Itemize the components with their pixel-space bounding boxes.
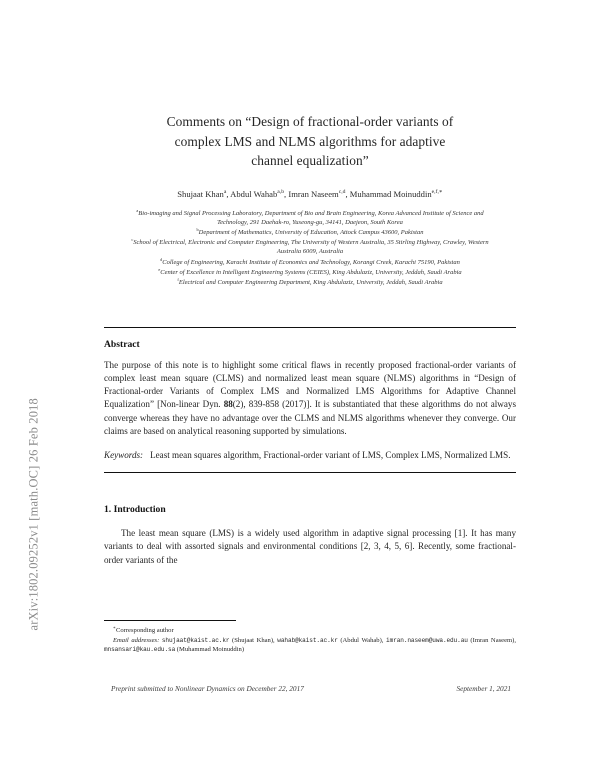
- affiliation-item: [121, 209, 499, 227]
- author-2: [230, 189, 284, 199]
- keywords-value: Least mean squares algorithm, Fractional-order variant of LMS, Complex LMS, Normalized LMS.: [150, 449, 511, 460]
- affiliation-text: Bio-imaging and Signal Processing Laboratory, Department of Bio and Brain Engineering, Korea Advanced Institute of Science and Technology, 291 Daehak-ro, Yuseong-gu, 34141, Daejeon, South Korea: [138, 209, 484, 226]
- author-3: [288, 189, 345, 199]
- author-separator-2: ,: [284, 188, 289, 199]
- abstract-heading: Abstract: [104, 339, 140, 351]
- paper-title: [104, 112, 516, 171]
- footnote-area: [104, 620, 516, 655]
- email-owner-1: (Shujaat Khan),: [232, 636, 275, 644]
- affiliation-text: School of Electrical, Electronic and Computer Engineering, The University of Western Australia, 35 Stirling Highway, Crawley, Western Australia 6009, Australia: [133, 239, 489, 256]
- author-3-affiliation-marker: c,d: [338, 188, 346, 195]
- author-4-name: Muhammad Moinuddin: [349, 188, 432, 199]
- section-heading-introduction: 1. Introduction: [104, 503, 166, 515]
- abstract-text-part-2: (2), 839-858 (2017)]. It is substantiated that these algorithms do not always converge whereas they have no advantage over the CLMS and NLMS algorithms whenever they converge. Our claims are based on analytical reasoning supported by simulations.: [104, 399, 517, 436]
- affiliation-item: [121, 238, 499, 256]
- abstract-text-part-1: The purpose of this note is to highlight some critical flaws in recently proposed fractional-order variants of complex least mean square (CLMS) and normalized least mean square (NLMS) algorithms in “Design of Fractional-order Variants of Complex LMS and Normalized LMS Algorithms for Adaptive Channel Equalization” [Non-linear Dyn.: [104, 360, 516, 410]
- affiliation-list: [104, 209, 516, 288]
- email-address-2[interactable]: wahab@kaist.ac.kr: [277, 636, 338, 644]
- abstract-rule-top: [104, 327, 516, 328]
- affiliation-text: Center of Excellence in Intelligent Engineering Systems (CEIES), King Abdulaziz, University, Jeddah, Saudi Arabia: [160, 268, 462, 276]
- author-1: [177, 189, 226, 199]
- keywords-line: [104, 449, 516, 462]
- affiliation-text: Department of Mathematics, University of Education, Attock Campus 43600, Pakistan: [198, 228, 424, 236]
- email-owner-2: (Abdul Wahab),: [340, 636, 384, 644]
- arxiv-identifier-stamp: arXiv:1802.09252v1 [math.OC] 26 Feb 2018: [26, 398, 41, 631]
- author-4: [350, 189, 443, 199]
- email-owner-3: (Imran Naseem),: [470, 636, 517, 644]
- abstract-body: [104, 359, 516, 438]
- introduction-paragraph: The least mean square (LMS) is a widely used algorithm in adaptive signal processing [1]. It has many variants to deal with assorted signals and environmental conditions [2, 3, 4, 5, 6]. Recently, some fractional-order variants of the: [104, 527, 516, 565]
- author-1-affiliation-marker: a: [223, 188, 227, 195]
- author-2-affiliation-marker: a,b: [277, 188, 285, 195]
- affiliation-marker: e: [158, 266, 161, 272]
- title-line-3: channel equalization”: [251, 153, 369, 168]
- corresponding-author-note: [104, 626, 516, 635]
- corresponding-author-marker: ∗: [113, 624, 116, 630]
- author-3-name: Imran Naseem: [288, 188, 339, 199]
- author-1-name: Shujaat Khan: [177, 188, 224, 199]
- introduction-section: [104, 504, 516, 567]
- email-address-3[interactable]: imran.naseem@uwa.edu.au: [386, 636, 468, 644]
- affiliation-marker: d: [160, 256, 163, 262]
- affiliation-text: Electrical and Computer Engineering Department, King Abdulaziz, University, Jeddah, Saudi Arabia: [178, 279, 443, 287]
- affiliation-item: [121, 258, 499, 267]
- introduction-body: [104, 527, 516, 567]
- abstract-paragraph: [104, 359, 516, 438]
- footer-date: September 1, 2021: [456, 684, 511, 693]
- abstract-section: [104, 327, 516, 473]
- affiliation-marker: c: [131, 237, 134, 242]
- abstract-volume-number: 88: [223, 399, 233, 410]
- email-addresses-label: Email addresses:: [113, 636, 160, 644]
- paper-page: [104, 0, 516, 776]
- footnote-rule: [104, 620, 236, 621]
- author-4-affiliation-marker: e,f,∗: [431, 188, 443, 195]
- author-2-name: Abdul Wahab: [230, 188, 278, 199]
- email-address-1[interactable]: shujaat@kaist.ac.kr: [161, 636, 230, 644]
- email-owner-4: (Muhammad Moinuddin): [176, 646, 245, 654]
- title-line-2: complex LMS and NLMS algorithms for adaptive: [174, 133, 446, 149]
- corresponding-author-text: Corresponding author: [115, 627, 174, 634]
- affiliation-marker: b: [196, 226, 199, 232]
- affiliation-item: [121, 228, 499, 237]
- affiliation-item: [121, 268, 499, 277]
- footer-preprint-note: Preprint submitted to Nonlinear Dynamics on December 22, 2017: [111, 684, 304, 693]
- author-separator-3: ,: [345, 188, 350, 199]
- keywords-label: Keywords:: [104, 449, 144, 460]
- author-list: [104, 188, 516, 200]
- affiliation-item: [121, 278, 499, 287]
- author-separator-1: ,: [226, 188, 231, 199]
- email-addresses-note: [104, 636, 516, 655]
- email-address-4[interactable]: mnsansari@kau.edu.sa: [104, 646, 176, 654]
- title-line-1: Comments on “Design of fractional-order variants of: [166, 114, 454, 129]
- affiliation-marker: f: [177, 276, 179, 282]
- page-footer: [104, 684, 516, 693]
- abstract-rule-bottom: [104, 472, 516, 473]
- affiliation-marker: a: [136, 207, 139, 213]
- affiliation-text: College of Engineering, Karachi Institute of Economics and Technology, Korangi Creek, Karachi 75190, Pakistan: [162, 258, 460, 266]
